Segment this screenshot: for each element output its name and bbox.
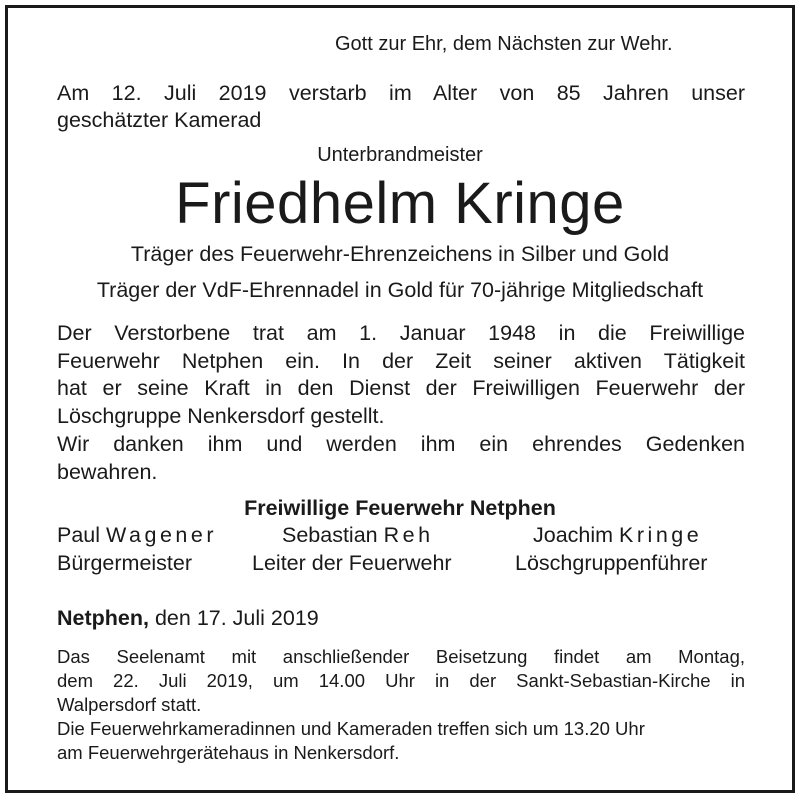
motto: Gott zur Ehr, dem Nächsten zur Wehr. (335, 33, 673, 55)
deceased-name: Friedhelm Kringe (175, 171, 625, 236)
signatory-3-name (533, 522, 702, 549)
tribute-line-4: Löschgruppe Nenkersdorf gestellt. (57, 404, 385, 428)
signatory-3-role: Löschgruppenführer (515, 551, 708, 575)
signatory-2-last: Reh (383, 523, 434, 547)
signatory-3-first: Joachim (533, 523, 614, 547)
tribute-line-5: Wir danken ihm und werden ihm ein ehrendes Gedenken (57, 432, 745, 456)
signatory-1-first: Paul (57, 523, 101, 547)
tribute-line-2: Feuerwehr Netphen ein. In der Zeit seiner aktiven Tätigkeit (57, 349, 745, 373)
honor-2: Träger der VdF-Ehrennadel in Gold für 70-jährige Mitgliedschaft (96, 278, 704, 302)
intro-line-2: geschätzter Kamerad (57, 108, 262, 132)
signatory-2-first: Sebastian (282, 523, 378, 547)
signatory-2-role: Leiter der Feuerwehr (252, 551, 452, 575)
service-line-2: dem 22. Juli 2019, um 14.00 Uhr in der Sankt-Sebastian-Kirche in (57, 670, 745, 691)
service-line-1: Das Seelenamt mit anschließender Beisetzung findet am Montag, (57, 646, 745, 667)
signatory-1-role: Bürgermeister (57, 551, 193, 575)
service-line-4: Die Feuerwehrkameradinnen und Kameraden treffen sich um 13.20 Uhr (57, 718, 645, 739)
signatory-2-name (282, 522, 434, 549)
tribute-line-3: hat er seine Kraft in den Dienst der Freiwilligen Feuerwehr der (57, 376, 745, 400)
place: Netphen, (57, 606, 149, 630)
tribute-line-6: bewahren. (57, 460, 158, 484)
date: den 17. Juli 2019 (154, 606, 319, 630)
organization: Freiwillige Feuerwehr Netphen (244, 496, 556, 520)
honor-1: Träger des Feuerwehr-Ehrenzeichens in Silber und Gold (130, 242, 670, 266)
signatory-1-last: Wagener (106, 523, 217, 547)
place-date (57, 605, 319, 632)
rank: Unterbrandmeister (317, 144, 483, 166)
signatory-1-name (57, 522, 217, 549)
intro-line-1: Am 12. Juli 2019 verstarb im Alter von 85 Jahren unser (57, 81, 745, 105)
service-line-5: am Feuerwehrgerätehaus in Nenkersdorf. (57, 742, 400, 763)
tribute-line-1: Der Verstorbene trat am 1. Januar 1948 in die Freiwillige (57, 321, 745, 345)
service-line-3: Walpersdorf statt. (57, 694, 202, 715)
signatory-3-last: Kringe (619, 523, 703, 547)
